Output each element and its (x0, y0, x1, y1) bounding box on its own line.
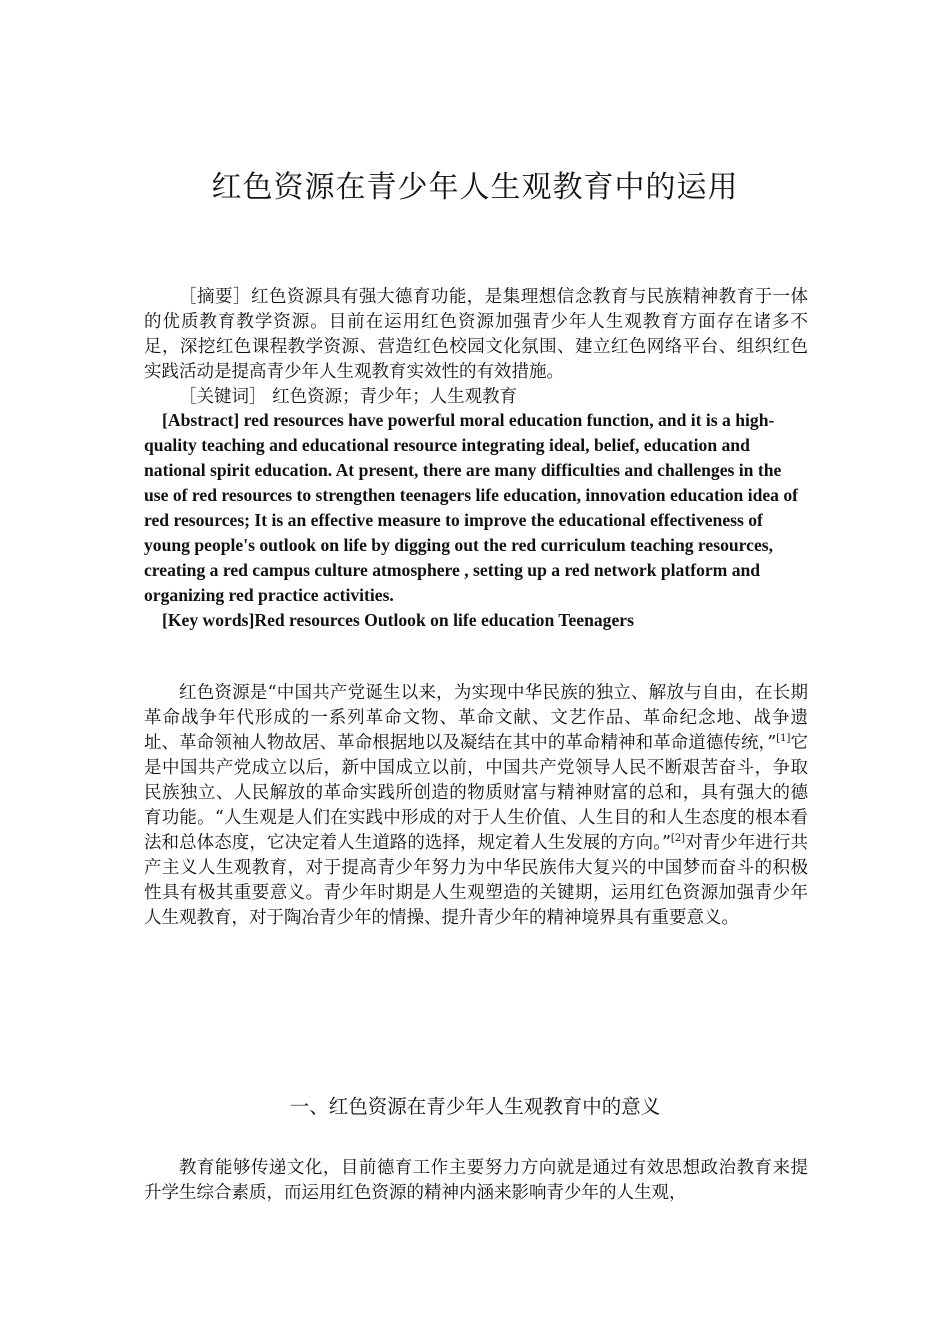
citation-2: [2] (670, 833, 686, 844)
abstract-cn-close-bracket: ］ (232, 287, 251, 307)
intro-text-3: 对青少年进行共产主义人生观教育，对于提高青少年努力为中华民族伟大复兴的中国梦而奋斗的积极性具有极其重要意义。青少年时期是人生观塑造的关键期，运用红色资源加强青少年人生观教育，对于陶冶青少年的情操、提升青少年的精神境界具有重要意义。 (144, 833, 808, 928)
abstract-en (144, 408, 808, 633)
document-title: 红色资源在青少年人生观教育中的运用 (211, 170, 739, 205)
section-paragraph: 教育能够传递文化，目前德育工作主要努力方向就是通过有效思想政治教育来提升学生综合素质，而运用红色资源的精神内涵来影响青少年的人生观， (144, 1158, 808, 1203)
section-heading: 一、红色资源在青少年人生观教育中的意义 (289, 1095, 661, 1118)
abstract-en-label: [Abstract] (162, 410, 240, 430)
keywords-cn-open-bracket: ［ (179, 387, 197, 407)
intro-paragraph (144, 681, 808, 931)
keywords-cn-close-bracket: ］ (249, 387, 267, 407)
abstract-cn-label: 摘要 (197, 287, 233, 307)
abstract-en-paragraph (144, 408, 808, 608)
keywords-cn-text: 红色资源；青少年；人生观教育 (272, 387, 518, 407)
citation-1: [1] (776, 733, 791, 744)
intro-text-1: 红色资源是“中国共产党诞生以来，为实现中华民族的独立、解放与自由，在长期革命战争年代形成的一系列革命文物、革命文献、文艺作品、革命纪念地、战争遗址、革命领袖人物故居、革命根据地以及凝结在其中的革命精神和革命道德传统，” (144, 683, 808, 753)
keywords-en-label: [Key words] (162, 610, 255, 630)
keywords-cn-label: 关键词 (196, 387, 249, 407)
abstract-cn-text: 红色资源具有强大德育功能，是集理想信念教育与民族精神教育于一体的优质教育教学资源。目前在运用红色资源加强青少年人生观教育方面存在诸多不足，深挖红色课程教学资源、营造红色校园文化氛围、建立红色网络平台、组织红色实践活动是提高青少年人生观教育实效性的有效措施。 (144, 287, 809, 382)
abstract-cn-open-bracket: ［ (179, 287, 197, 307)
abstract-en-text: red resources have powerful moral education function, and it is a high-quality teaching and educational resource integrating ideal, belief, education and national spirit education. At present, there are many difficulties and challenges in the use of red resources to strengthen teenagers life education, innovation education idea of red resources; It is an effective measure to improve the educational effectiveness of young people's outlook on life by digging out the red curriculum teaching resources, creating a red campus culture atmosphere , setting up a red network platform and organizing red practice activities. (144, 410, 799, 605)
abstract-cn (144, 285, 808, 385)
keywords-en (144, 608, 808, 633)
keywords-en-text: Red resources Outlook on life education Teenagers (254, 610, 634, 630)
intro-text-2: 它是中国共产党成立以后，新中国成立以前，中国共产党领导人民不断艰苦奋斗，争取民族独立、人民解放的革命实践所创造的物质财富与精神财富的总和，具有强大的德育功能。“人生观是人们在实践中形成的对于人生价值、人生目的和人生态度的根本看法和总体态度，它决定着人生道路的选择，规定着人生发展的方向。” (144, 733, 808, 853)
keywords-cn (144, 385, 808, 410)
